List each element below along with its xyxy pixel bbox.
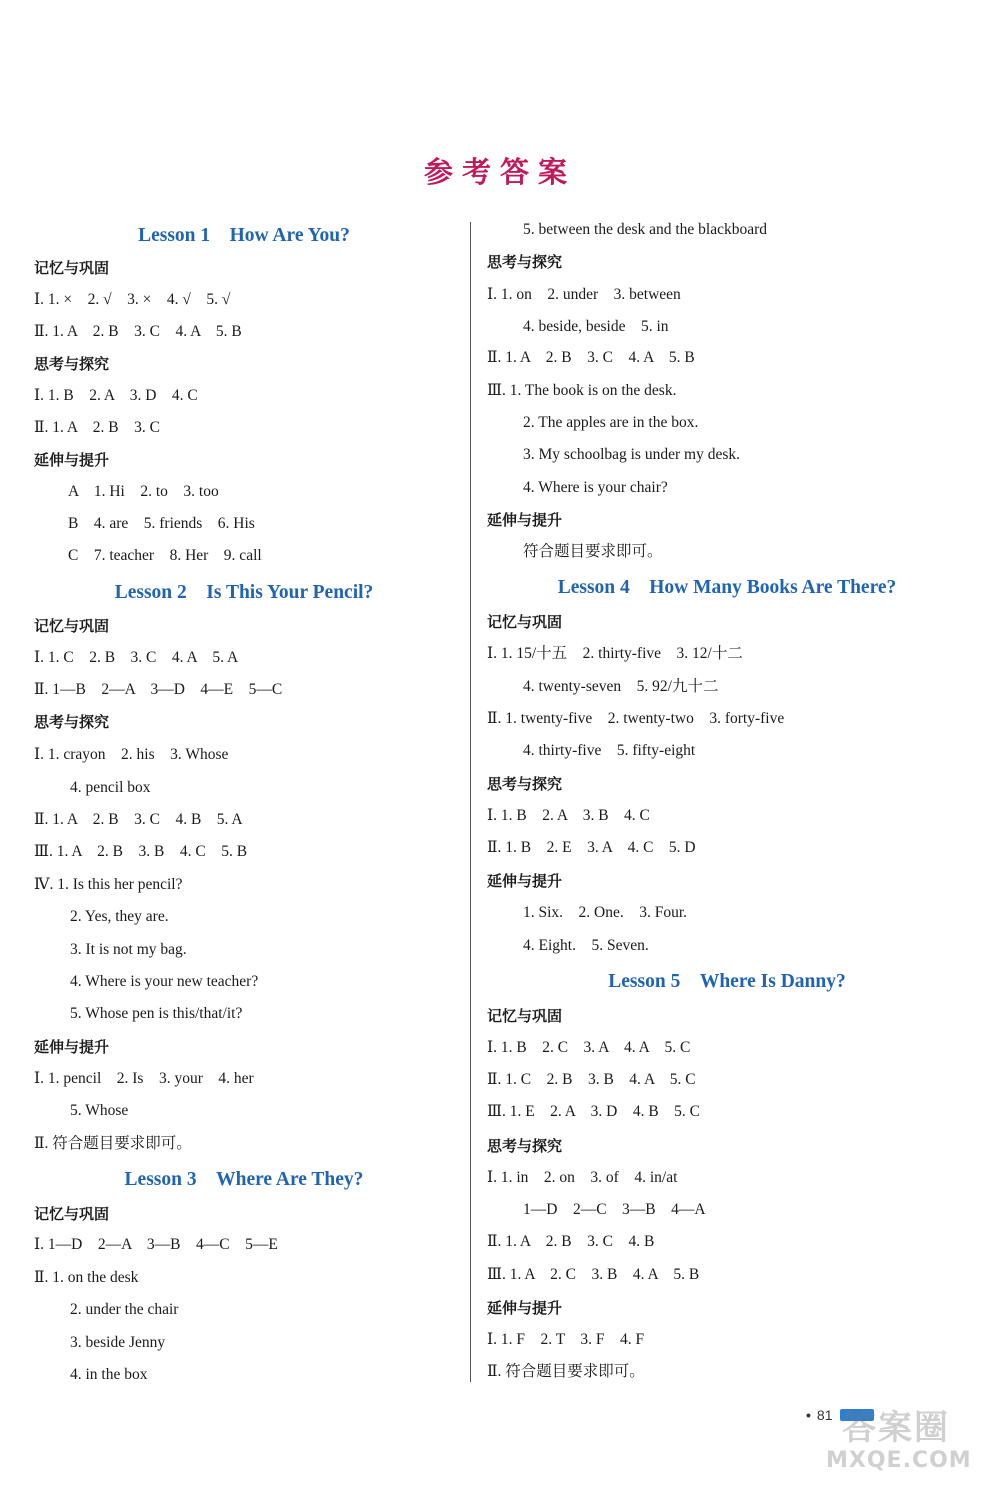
section-heading: 思考与探究 bbox=[487, 775, 563, 793]
answer-line: Ⅱ. 1. twenty-five 2. twenty-two 3. forty-five bbox=[487, 710, 785, 727]
section-heading: 记忆与巩固 bbox=[34, 259, 110, 277]
answer-line: 3. It is not my bag. bbox=[70, 941, 187, 958]
section-heading: 延伸与提升 bbox=[487, 872, 563, 890]
answer-line: Ⅱ. 1. A 2. B 3. C 4. A 5. B bbox=[34, 323, 242, 340]
page-number: 81 bbox=[816, 1407, 833, 1423]
answer-line: Ⅱ. 1. A 2. B 3. C 4. B 5. A bbox=[34, 811, 243, 828]
page-title: 参考答案 bbox=[423, 155, 576, 189]
answer-line: 4. beside, beside 5. in bbox=[523, 318, 669, 335]
answer-line: 1. Six. 2. One. 3. Four. bbox=[523, 904, 688, 921]
answer-line: C 7. teacher 8. Her 9. call bbox=[68, 547, 262, 564]
answer-line: Ⅰ. 1. pencil 2. Is 3. your 4. her bbox=[34, 1070, 254, 1087]
answer-line: 2. Yes, they are. bbox=[70, 908, 169, 925]
answer-line: Ⅱ. 符合题目要求即可。 bbox=[34, 1135, 192, 1152]
answer-line: 4. in the box bbox=[70, 1366, 148, 1383]
section-heading: 记忆与巩固 bbox=[34, 617, 110, 635]
answer-line: Ⅰ. 1. 15/十五 2. thirty-five 3. 12/十二 bbox=[487, 645, 743, 662]
watermark bbox=[826, 1400, 972, 1473]
answer-line: 5. Whose bbox=[70, 1102, 129, 1119]
answer-line: B 4. are 5. friends 6. His bbox=[68, 515, 255, 532]
answer-line: 2. The apples are in the box. bbox=[523, 414, 699, 431]
section-heading: 延伸与提升 bbox=[487, 1299, 563, 1317]
answer-line: 3. My schoolbag is under my desk. bbox=[523, 446, 740, 463]
answer-line: 5. between the desk and the blackboard bbox=[523, 221, 768, 238]
answer-line: Ⅰ. 1. B 2. A 3. D 4. C bbox=[34, 387, 198, 404]
answer-line: Ⅰ. 1. F 2. T 3. F 4. F bbox=[487, 1331, 645, 1348]
answer-line: Ⅱ. 1. A 2. B 3. C 4. A 5. B bbox=[487, 349, 695, 366]
section-heading: 记忆与巩固 bbox=[34, 1205, 110, 1223]
lesson-heading: Lesson 2 Is This Your Pencil? bbox=[114, 582, 374, 603]
answer-line: 4. pencil box bbox=[70, 779, 151, 796]
answer-line: 2. under the chair bbox=[70, 1301, 179, 1318]
answer-line: Ⅲ. 1. The book is on the desk. bbox=[487, 382, 677, 399]
answer-line: Ⅱ. 1. B 2. E 3. A 4. C 5. D bbox=[487, 839, 696, 856]
answer-line: Ⅰ. 1. B 2. C 3. A 4. A 5. C bbox=[487, 1039, 691, 1056]
section-heading: 思考与探究 bbox=[34, 713, 110, 731]
answer-line: 4. Where is your new teacher? bbox=[70, 973, 259, 990]
section-heading: 思考与探究 bbox=[34, 355, 110, 373]
answer-line: Ⅳ. 1. Is this her pencil? bbox=[34, 876, 183, 893]
answer-line: 4. thirty-five 5. fifty-eight bbox=[523, 742, 696, 759]
lesson-heading: Lesson 1 How Are You? bbox=[138, 225, 350, 246]
section-heading: 延伸与提升 bbox=[487, 511, 563, 529]
answer-line: Ⅲ. 1. A 2. C 3. B 4. A 5. B bbox=[487, 1266, 700, 1283]
section-heading: 记忆与巩固 bbox=[487, 613, 563, 631]
watermark-url: MXQE.COM bbox=[826, 1448, 972, 1473]
answer-line: Ⅰ. 1. in 2. on 3. of 4. in/at bbox=[487, 1169, 678, 1186]
answer-line: Ⅰ. 1. crayon 2. his 3. Whose bbox=[34, 746, 229, 763]
section-heading: 延伸与提升 bbox=[34, 451, 110, 469]
lesson-heading: Lesson 3 Where Are They? bbox=[124, 1169, 364, 1190]
answer-line: Ⅱ. 1. C 2. B 3. B 4. A 5. C bbox=[487, 1071, 696, 1088]
answer-line: Ⅲ. 1. A 2. B 3. B 4. C 5. B bbox=[34, 843, 248, 860]
section-heading: 记忆与巩固 bbox=[487, 1007, 563, 1025]
answer-line: 1—D 2—C 3—B 4—A bbox=[523, 1201, 706, 1218]
answer-line: 3. beside Jenny bbox=[70, 1334, 166, 1351]
answer-line: Ⅱ. 1. on the desk bbox=[34, 1269, 139, 1286]
section-heading: 思考与探究 bbox=[487, 1137, 563, 1155]
answer-line: Ⅱ. 符合题目要求即可。 bbox=[487, 1363, 645, 1380]
answer-line: Ⅰ. 1. C 2. B 3. C 4. A 5. A bbox=[34, 649, 239, 666]
column-divider bbox=[470, 222, 471, 1382]
answer-line: A 1. Hi 2. to 3. too bbox=[68, 483, 219, 500]
answer-line: Ⅱ. 1. A 2. B 3. C 4. B bbox=[487, 1233, 655, 1250]
lesson-heading: Lesson 4 How Many Books Are There? bbox=[557, 577, 897, 598]
answer-line: 4. twenty-seven 5. 92/九十二 bbox=[523, 678, 719, 695]
answer-line: 符合题目要求即可。 bbox=[523, 543, 663, 560]
lesson-heading: Lesson 5 Where Is Danny? bbox=[608, 971, 846, 992]
answer-line: Ⅰ. 1—D 2—A 3—B 4—C 5—E bbox=[34, 1236, 278, 1253]
watermark-logo: 答案圈 bbox=[842, 1408, 950, 1448]
answer-line: 4. Eight. 5. Seven. bbox=[523, 937, 649, 954]
answer-line: Ⅱ. 1—B 2—A 3—D 4—E 5—C bbox=[34, 681, 283, 698]
answer-line: Ⅰ. 1. × 2. √ 3. × 4. √ 5. √ bbox=[34, 291, 231, 308]
answer-line: 5. Whose pen is this/that/it? bbox=[70, 1005, 243, 1022]
answer-line: Ⅱ. 1. A 2. B 3. C bbox=[34, 419, 160, 436]
footer-dot: • bbox=[806, 1407, 811, 1423]
answer-line: Ⅰ. 1. on 2. under 3. between bbox=[487, 286, 681, 303]
answer-line: 4. Where is your chair? bbox=[523, 479, 668, 496]
section-heading: 思考与探究 bbox=[487, 253, 563, 271]
answer-line: Ⅲ. 1. E 2. A 3. D 4. B 5. C bbox=[487, 1103, 701, 1120]
answer-line: Ⅰ. 1. B 2. A 3. B 4. C bbox=[487, 807, 650, 824]
section-heading: 延伸与提升 bbox=[34, 1038, 110, 1056]
